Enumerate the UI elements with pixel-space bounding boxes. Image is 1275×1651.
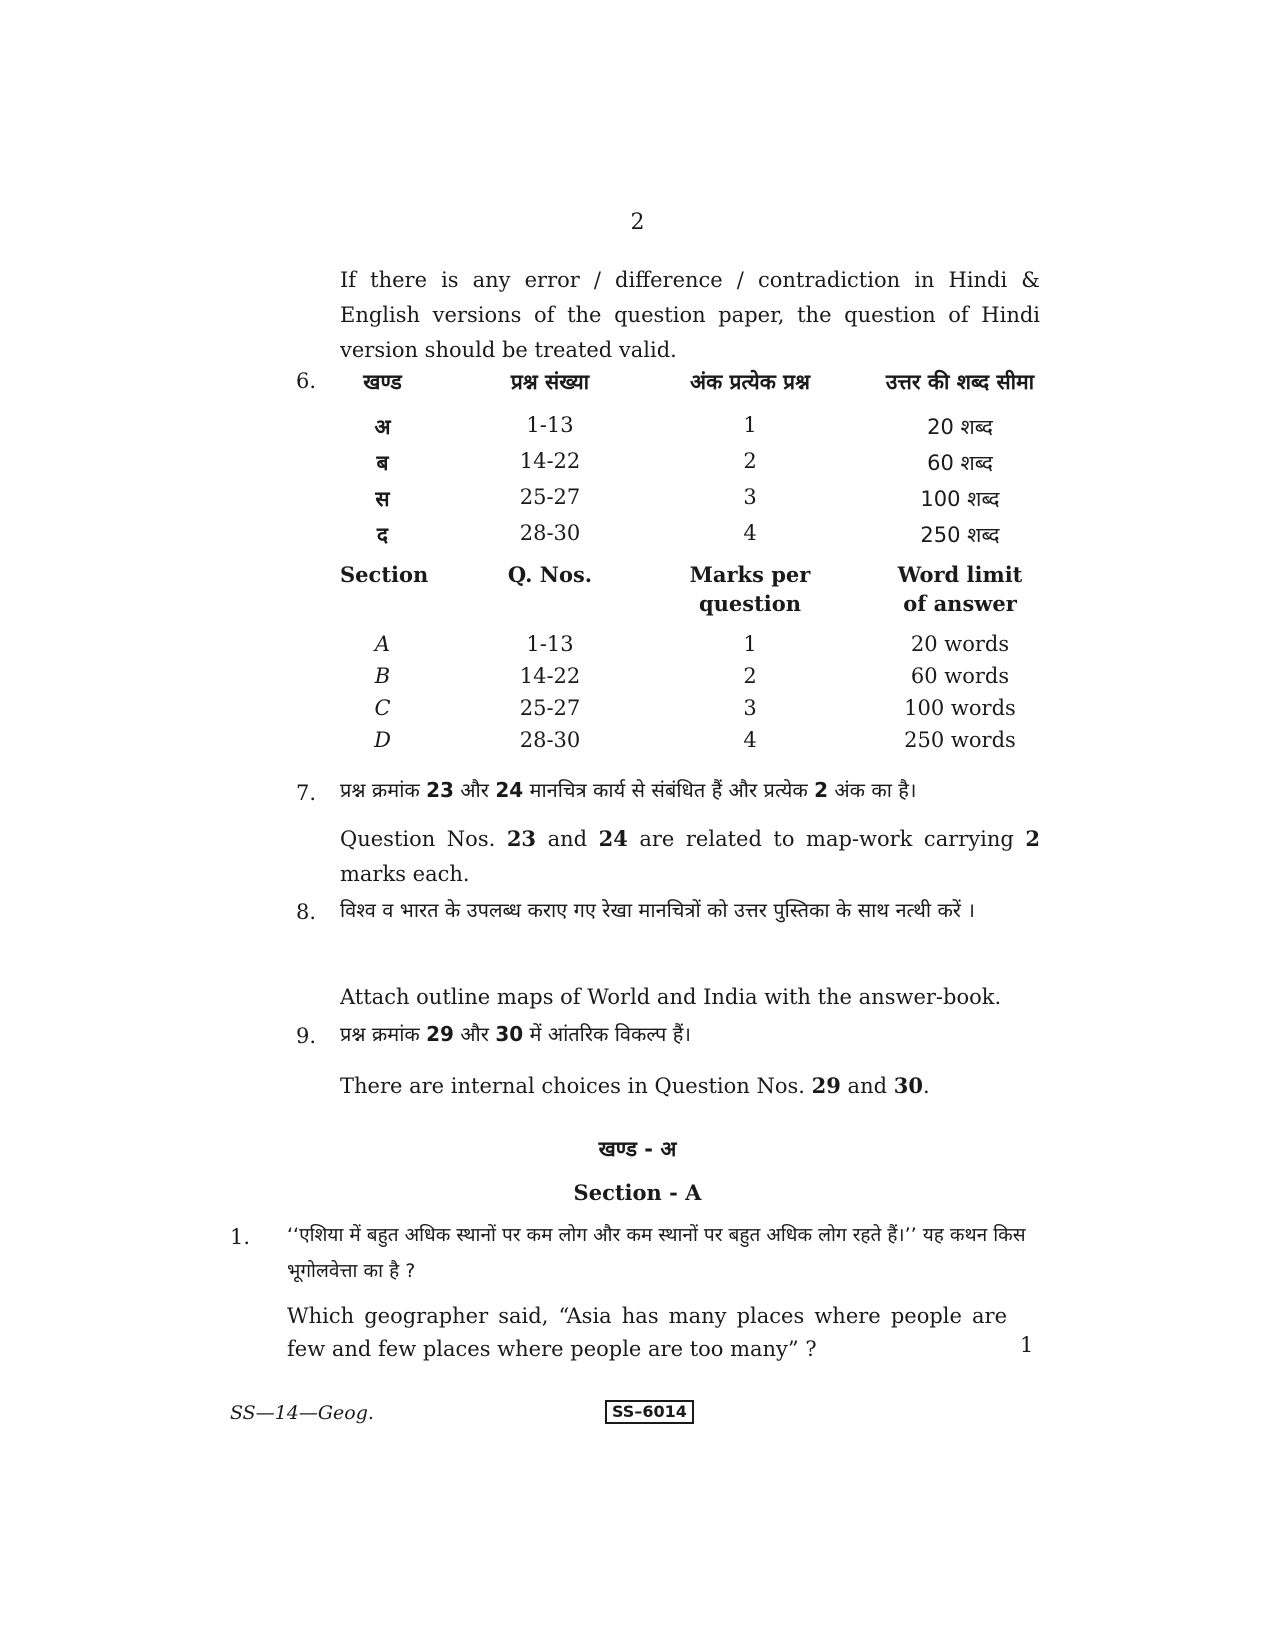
english-header-wordlimit-line1: Word limit [897,562,1023,587]
english-section-d: D [374,728,391,752]
table-row [340,728,1050,760]
table-row [340,696,1050,728]
table-cell: 2 [743,664,757,688]
english-header-row [340,560,1050,620]
english-header-wordlimit [830,560,1090,618]
hindi-section-d: द [376,523,389,547]
item-8-english: Attach outline maps of World and India with the answer-book. [340,985,1002,1009]
english-header-wordlimit-line2: of answer [903,591,1017,616]
table-cell: 28-30 [519,728,581,752]
item-9-hindi: प्रश्न क्रमांक 29 और 30 में आंतरिक विकल्प हैं। [340,1022,691,1046]
question-1-hindi: ‘‘एशिया में बहुत अधिक स्थानों पर कम लोग और कम स्थानों पर बहुत अधिक लोग रहते हैं।’’ यह कथन किस भूगोलवेत्ता का है ? [287,1224,1026,1282]
table-cell: 60 words [910,664,1010,688]
table-row [340,521,1050,553]
english-header-marks-line2: question [698,591,802,616]
section-heading-hindi: खण्ड - अ [598,1137,677,1161]
hindi-header-marks: अंक प्रत्येक प्रश्न [690,370,810,394]
item-6-number: 6. [296,369,317,393]
hindi-section-c: स [375,487,390,511]
english-header-marks [640,560,860,618]
table-cell: 3 [743,696,757,720]
english-header-section: Section [340,562,429,587]
english-section-c: C [374,696,391,720]
table-cell: 1-13 [526,632,574,656]
table-row [340,664,1050,696]
table-cell: 1-13 [526,413,574,437]
item-8-number: 8. [296,900,317,924]
question-1-english: Which geographer said, “Asia has many places where people are few and few places where people are too many” ? [287,1304,1007,1361]
english-section-a: A [374,632,391,656]
english-header-qnos: Q. Nos. [507,562,593,587]
table-cell: 14-22 [519,449,581,473]
table-cell: 20 शब्द [927,415,993,439]
table-cell: 100 शब्द [920,487,1000,511]
hindi-section-a: अ [374,415,391,439]
hindi-section-b: ब [376,451,389,475]
table-cell: 100 words [904,696,1016,720]
table-cell: 25-27 [519,696,581,720]
language-note: If there is any error / difference / contradiction in Hindi & English versions of the question paper, the question of Hindi version should be treated valid. [340,268,1040,362]
hindi-header-wordlimit: उत्तर की शब्द सीमा [885,370,1035,394]
item-7-hindi: प्रश्न क्रमांक 23 और 24 मानचित्र कार्य से संबंधित हैं और प्रत्येक 2 अंक का है। [340,778,917,802]
table-cell: 1 [743,413,757,437]
page-number: 2 [630,210,645,235]
table-cell: 28-30 [519,521,581,545]
item-8-hindi: विश्व व भारत के उपलब्ध कराए गए रेखा मानचित्रों को उत्तर पुस्तिका के साथ नत्थी करें । [340,898,975,922]
table-row [340,632,1050,664]
table-cell: 250 words [904,728,1016,752]
table-row [340,449,1050,481]
footer-subject-code: SS—14—Geog. [230,1402,374,1424]
table-cell: 25-27 [519,485,581,509]
item-9-english: There are internal choices in Question Nos. 29 and 30. [340,1073,930,1098]
section-heading-english: Section - A [573,1180,702,1205]
item-7-number: 7. [296,781,317,805]
table-cell: 250 शब्द [920,523,1000,547]
english-header-marks-line1: Marks per [689,562,811,587]
hindi-header-section: खण्ड [363,370,402,394]
footer-paper-code: SS–6014 [605,1400,694,1424]
table-row [340,485,1050,517]
table-cell: 20 words [910,632,1010,656]
table-cell: 4 [743,728,757,752]
table-row [340,413,1050,445]
table-cell: 60 शब्द [927,451,993,475]
english-section-b: B [374,664,391,688]
hindi-header-qnos: प्रश्न संख्या [510,370,590,394]
question-1-marks: 1 [1020,1333,1034,1357]
hindi-header-row [340,368,1050,400]
table-cell: 2 [743,449,757,473]
table-cell: 4 [743,521,757,545]
table-cell: 14-22 [519,664,581,688]
question-1-number: 1. [230,1225,251,1249]
item-9-number: 9. [296,1024,317,1048]
item-7-english: Question Nos. 23 and 24 are related to map-work carrying 2 marks each. [340,826,1040,886]
table-cell: 1 [743,632,757,656]
table-cell: 3 [743,485,757,509]
